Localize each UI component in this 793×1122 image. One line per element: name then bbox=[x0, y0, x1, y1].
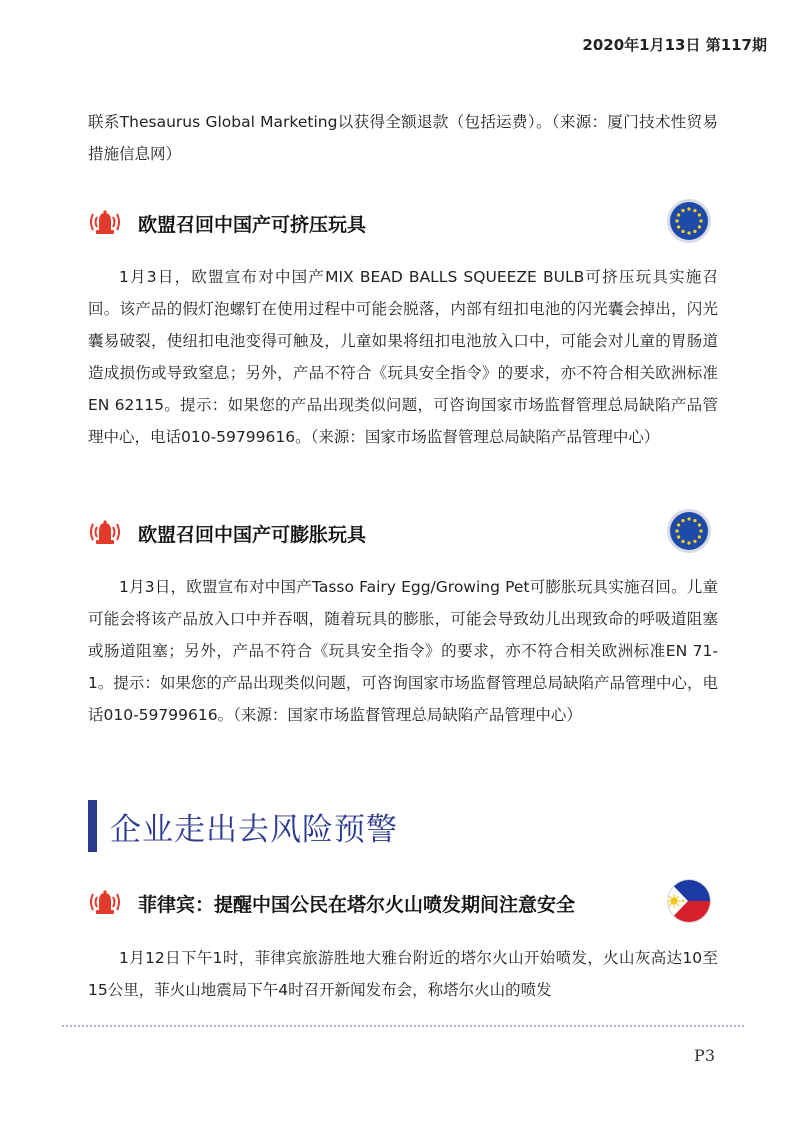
article-1-heading bbox=[88, 198, 718, 248]
warning-heading bbox=[88, 878, 718, 928]
alarm-icon bbox=[88, 518, 122, 546]
eu-flag-icon bbox=[666, 508, 712, 554]
intro-paragraph: 联系Thesaurus Global Marketing以获得全额退款（包括运费）。（来源：厦门技术性贸易措施信息网） bbox=[88, 113, 718, 163]
warning-body: 1月12日下午1时，菲律宾旅游胜地大雅台附近的塔尔火山开始喷发，火山灰高达10至15公里，菲火山地震局下午4时召开新闻发布会，称塔尔火山的喷发 bbox=[88, 949, 718, 999]
alarm-icon bbox=[88, 888, 122, 916]
warning-title: 菲律宾：提醒中国公民在塔尔火山喷发期间注意安全 bbox=[138, 894, 576, 916]
footer-divider bbox=[62, 1025, 744, 1027]
eu-flag-icon bbox=[666, 198, 712, 244]
alarm-icon bbox=[88, 208, 122, 236]
section-title: 企业走出去风险预警 bbox=[110, 812, 398, 848]
issue-date: 2020年1月13日 第117期 bbox=[582, 36, 767, 54]
article-2-heading bbox=[88, 508, 718, 558]
article-2-body: 1月3日，欧盟宣布对中国产Tasso Fairy Egg/Growing Pet可膨胀玩具实施召回。儿童可能会将该产品放入口中并吞咽，随着玩具的膨胀，可能会导致幼儿出现致命的呼吸道阻塞或肠道阻塞；另外，产品不符合《玩具安全指令》的要求，亦不符合相关欧洲标准EN 71-1。提示：如果您的产品出现类似问题，可咨询国家市场监督管理总局缺陷产品管理中心，电话010-59799616。（来源：国家市场监督管理总局缺陷产品管理中心） bbox=[88, 578, 718, 724]
article-2-title: 欧盟召回中国产可膨胀玩具 bbox=[138, 524, 367, 546]
article-1-title: 欧盟召回中国产可挤压玩具 bbox=[138, 214, 367, 236]
article-1-body: 1月3日，欧盟宣布对中国产MIX BEAD BALLS SQUEEZE BULB可挤压玩具实施召回。该产品的假灯泡螺钉在使用过程中可能会脱落，内部有纽扣电池的闪光囊会掉出，闪光囊易破裂，使纽扣电池变得可触及，儿童如果将纽扣电池放入口中，可能会对儿童的胃肠道造成损伤或导致窒息；另外，产品不符合《玩具安全指令》的要求，亦不符合相关欧洲标准EN 62115。提示：如果您的产品出现类似问题，可咨询国家市场监督管理总局缺陷产品管理中心，电话010-59799616。（来源：国家市场监督管理总局缺陷产品管理中心） bbox=[88, 268, 718, 446]
section-accent-bar bbox=[88, 800, 97, 852]
page-number: P3 bbox=[694, 1046, 715, 1065]
philippines-flag-icon bbox=[666, 878, 712, 924]
